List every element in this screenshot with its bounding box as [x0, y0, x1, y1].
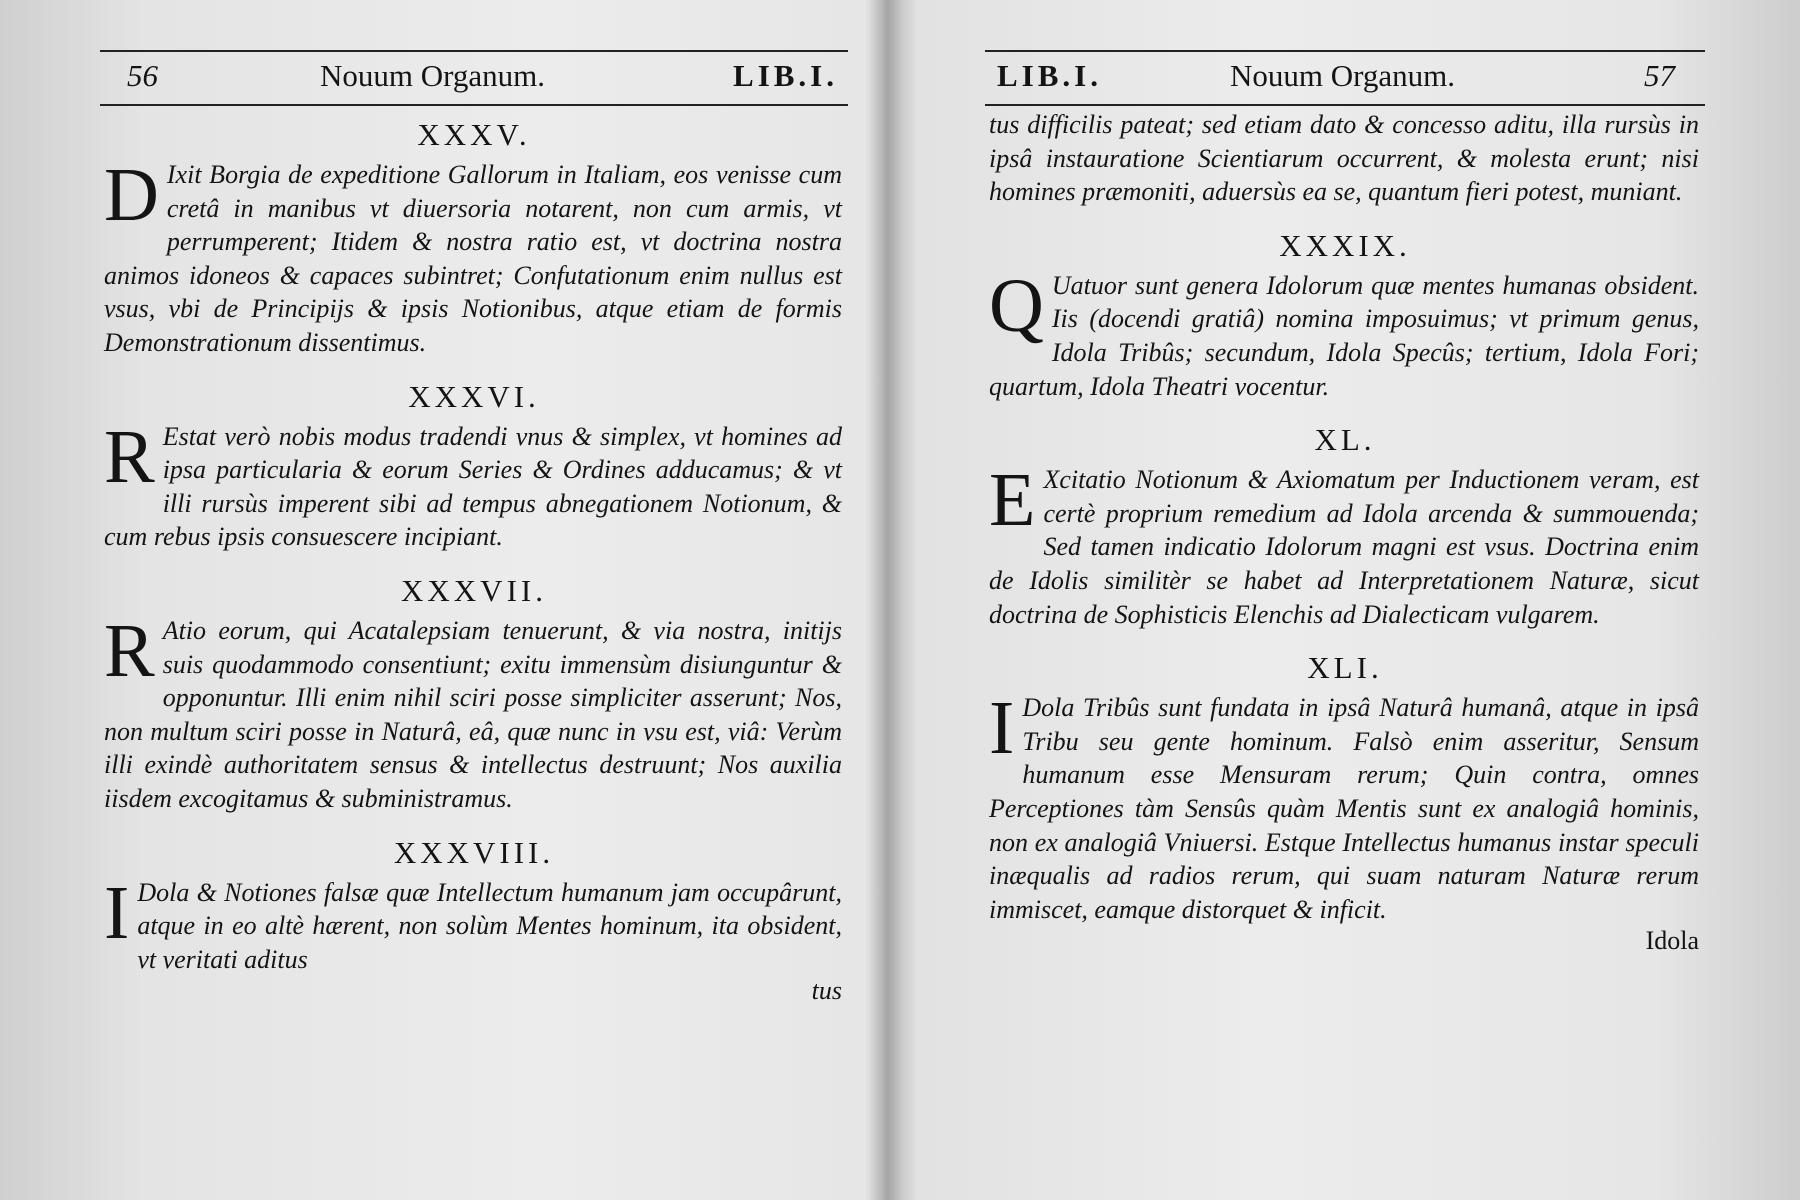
drop-cap: I: [104, 870, 130, 955]
section-number: XLI.: [1307, 650, 1383, 686]
paragraph-text: Dola & Notiones falsæ quæ Intellectum humanum jam occupârunt, atque in eo altè hærent, non solùm Mentes hominum, ita obsident, vt veritati aditus: [137, 877, 842, 974]
book-label: LIB.I.: [997, 58, 1102, 93]
paragraph-text: Atio eorum, qui Acatalepsiam tenuerunt, & via nostra, initijs suis quodammodo consentiunt; exitu immensùm disiunguntur & opponuntur. Illi enim nihil sciri posse simpliciter asserunt; Nos, non multum sciri posse in Naturâ, eâ, quæ nunc in vsu est, viâ: Verùm illi exindè authoritatem sensus & intellectus destruunt; Nos auxilia iisdem excogitamus & subministramus.: [104, 615, 842, 813]
paragraph-text: Xcitatio Notionum & Axiomatum per Inductionem veram, est certè proprium remedium ad Idola arcenda & summouenda; Sed tamen indicatio Idolorum magni est vsus. Doctrina enim de Idolis similitèr se habet ad Interpretationem Naturæ, sicut doctrina de Sophisticis Elenchis ad Dialecticam vulgarem.: [989, 465, 1699, 629]
catchword: tus: [811, 976, 842, 1006]
section-paragraph: [100, 870, 848, 977]
drop-cap: D: [104, 153, 159, 237]
drop-cap: Q: [989, 263, 1044, 348]
section-paragraph: [985, 458, 1705, 631]
section-number: XXXVII.: [401, 572, 547, 608]
book-label: LIB.I.: [733, 58, 838, 93]
paragraph-text: Ixit Borgia de expeditione Gallorum in Italiam, eos venisse cum cretâ in manibus vt diuersoria notarent, non cum armis, vt perrumperent; Itidem & nostra ratio est, vt doctrina nostra animos idoneos & capaces subintret; Confutationum enim nullus est vsus, vbi de Principijs & ipsis Notionibus, atque etiam de formis Demonstrationum dissentimus.: [104, 160, 842, 357]
left-running-head: [100, 50, 848, 106]
section-number: XXXVI.: [408, 378, 540, 414]
catchword: Idola: [1645, 926, 1699, 956]
page-number: 56: [127, 58, 158, 93]
paragraph-text: Uatuor sunt genera Idolorum quæ mentes humanas obsident. Iis (docendi gratiâ) nomina imposuimus; vt primum genus, Idola Tribûs; secundum, Idola Specûs; tertium, Idola Fori; quartum, Idola Theatri vocentur.: [989, 270, 1699, 401]
paragraph-text: Dola Tribûs sunt fundata in ipsâ Naturâ humanâ, atque in ipsâ Tribu seu gente hominum. Falsò enim asseritur, Sensum humanum esse Mensuram rerum; Quin contra, omnes Perceptiones tàm Sensûs quàm Mentis sunt ex analogiâ hominis, non ex analogiâ Vniuersi. Estque Intellectus humanus instar speculi inæqualis ad radios rerum, qui suam naturam Naturæ rerum immiscet, eamque distorquet & inficit.: [989, 693, 1699, 924]
section-paragraph: [100, 608, 848, 816]
section-number: XXXV.: [417, 117, 531, 152]
paragraph-text: Estat verò nobis modus tradendi vnus & simplex, vt homines ad ipsa particularia & eorum Series & Ordines adducamus; & vt illi rursùs imperent sibi ad tempus abnegationem Notionum, & cum rebus ipsis consuescere incipiant.: [104, 421, 842, 552]
section-number: XL.: [1314, 422, 1376, 458]
continuation-paragraph: tus difficilis pateat; sed etiam dato & concesso aditu, illa rursùs in ipsâ instauratione Scientiarum occurrent, & molesta erunt; nisi homines præmoniti, aduersùs ea se, quantum fieri potest, muniant.: [989, 110, 1699, 207]
section-xxxviii: [100, 830, 848, 977]
drop-cap: E: [989, 458, 1036, 543]
right-page-body: [985, 108, 1705, 956]
drop-cap: R: [104, 414, 155, 499]
left-page-body: [100, 112, 848, 1006]
drop-cap: I: [989, 686, 1015, 771]
running-title: Nouum Organum.: [320, 58, 546, 93]
section-paragraph: [985, 686, 1705, 926]
section-xl: [985, 417, 1705, 631]
section-xxxvii: [100, 568, 848, 816]
section-xli: [985, 645, 1705, 926]
section-xxxix: [985, 223, 1705, 403]
section-number: XXXVIII.: [393, 834, 555, 870]
left-page: [100, 0, 848, 1200]
section-paragraph: [100, 414, 848, 554]
section-xxxvi: [100, 374, 848, 554]
section-paragraph: [100, 153, 848, 360]
drop-cap: R: [104, 608, 155, 693]
right-running-head: [985, 50, 1705, 106]
running-title: Nouum Organum.: [1230, 58, 1456, 93]
section-number: XXXIX.: [1279, 227, 1411, 263]
page-number: 57: [1644, 58, 1675, 93]
right-page: [985, 0, 1705, 1200]
book-gutter: [868, 0, 904, 1200]
section-xxxv: [100, 112, 848, 360]
section-paragraph: [985, 263, 1705, 403]
